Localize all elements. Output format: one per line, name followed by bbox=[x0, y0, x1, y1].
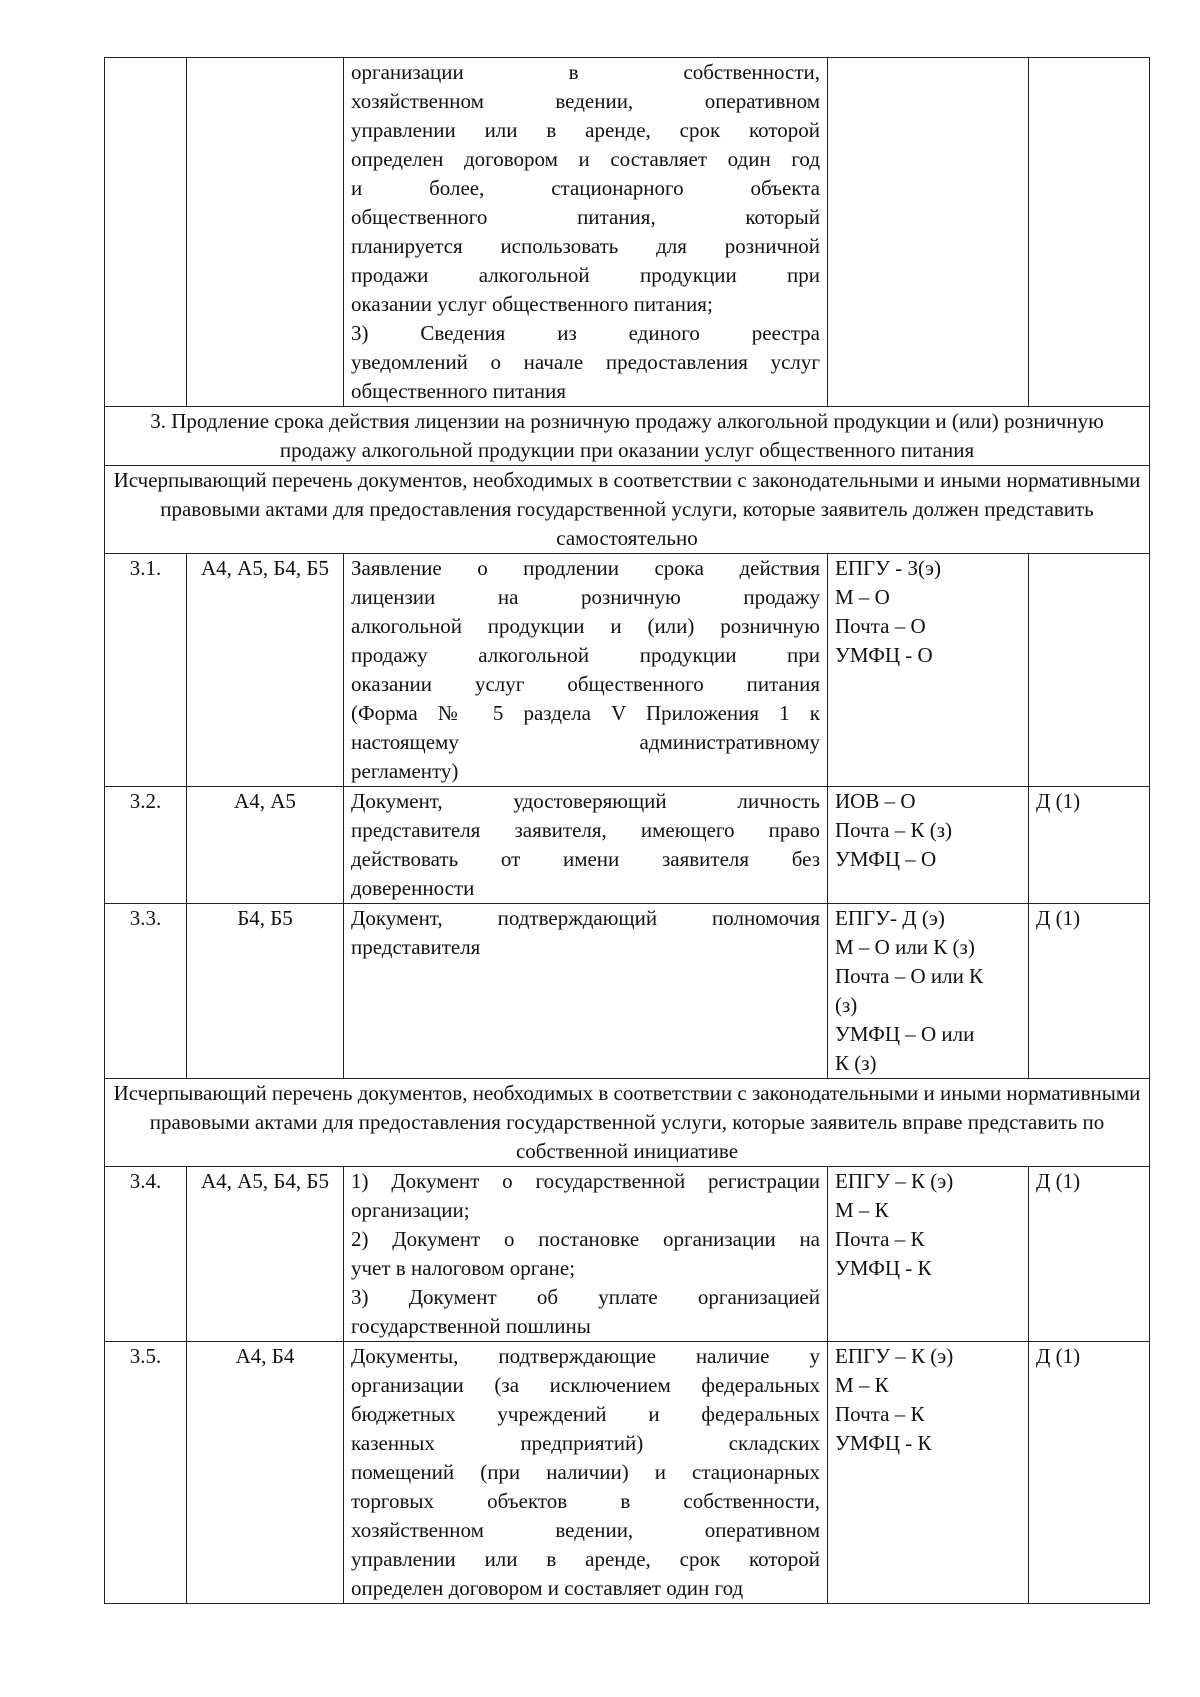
method-line: УМФЦ – О bbox=[835, 847, 937, 871]
table-row bbox=[105, 1167, 1150, 1342]
description-line: общественного питания bbox=[351, 379, 566, 403]
description-line: доверенности bbox=[351, 876, 475, 900]
description-line: и более, стационарного объекта bbox=[351, 176, 820, 200]
row-note bbox=[1029, 58, 1150, 407]
document-page bbox=[104, 57, 1149, 1604]
method-line: К (з) bbox=[835, 1051, 877, 1075]
row-note: Д (1) bbox=[1029, 1167, 1150, 1342]
submission-method bbox=[828, 554, 1029, 787]
submission-method bbox=[828, 904, 1029, 1079]
document-description bbox=[344, 904, 828, 1079]
description-line: управлении или в аренде, срок которой bbox=[351, 1547, 820, 1571]
description-line: казенных предприятий) складских bbox=[351, 1431, 820, 1455]
document-description bbox=[344, 1167, 828, 1342]
description-line: Документ, удостоверяющий личность bbox=[351, 789, 820, 813]
description-line: представителя заявителя, имеющего право bbox=[351, 818, 820, 842]
description-line: настоящему административному bbox=[351, 730, 820, 754]
submission-method bbox=[828, 1342, 1029, 1604]
subheader-mandatory: Исчерпывающий перечень документов, необходимых в соответствии с законодательными и иными нормативными правовыми актами для предоставления государственной услуги, которые заявитель должен представить самостоятельно bbox=[105, 466, 1150, 554]
description-line: организации (за исключением федеральных bbox=[351, 1373, 820, 1397]
description-line: определен договором и составляет один год bbox=[351, 147, 820, 171]
method-line: ЕПГУ – К (э) bbox=[835, 1344, 954, 1368]
method-line: ЕПГУ - З(э) bbox=[835, 556, 942, 580]
row-number: 3.5. bbox=[105, 1342, 187, 1604]
document-description bbox=[344, 1342, 828, 1604]
description-line: алкогольной продукции и (или) розничную bbox=[351, 614, 820, 638]
method-line: УМФЦ - К bbox=[835, 1431, 932, 1455]
description-line: 2) Документ о постановке организации на bbox=[351, 1227, 820, 1251]
row-number: 3.3. bbox=[105, 904, 187, 1079]
method-line: М – К bbox=[835, 1198, 889, 1222]
row-number: 3.1. bbox=[105, 554, 187, 787]
row-number: 3.2. bbox=[105, 787, 187, 904]
submission-method bbox=[828, 58, 1029, 407]
applicant-category: А4, А5 bbox=[187, 787, 344, 904]
description-line: планируется использовать для розничной bbox=[351, 234, 820, 258]
row-note: Д (1) bbox=[1029, 904, 1150, 1079]
method-line: ЕПГУ – К (э) bbox=[835, 1169, 954, 1193]
description-line: торговых объектов в собственности, bbox=[351, 1489, 820, 1513]
description-line: Заявление о продлении срока действия bbox=[351, 556, 820, 580]
table-row bbox=[105, 904, 1150, 1079]
description-line: организации в собственности, bbox=[351, 60, 820, 84]
description-line: лицензии на розничную продажу bbox=[351, 585, 820, 609]
method-line: Почта – К bbox=[835, 1227, 925, 1251]
document-description bbox=[344, 58, 828, 407]
description-line: оказании услуг общественного питания; bbox=[351, 292, 713, 316]
applicant-category: А4, А5, Б4, Б5 bbox=[187, 554, 344, 787]
row-number bbox=[105, 58, 187, 407]
description-line: хозяйственном ведении, оперативном bbox=[351, 89, 820, 113]
subheader-row-optional bbox=[105, 1079, 1150, 1167]
table-row-continuation bbox=[105, 58, 1150, 407]
description-line: хозяйственном ведении, оперативном bbox=[351, 1518, 820, 1542]
description-line: 3) Сведения из единого реестра bbox=[351, 321, 820, 345]
method-line: Почта – О bbox=[835, 614, 926, 638]
method-line: Почта – К bbox=[835, 1402, 925, 1426]
subheader-optional: Исчерпывающий перечень документов, необходимых в соответствии с законодательными и иными нормативными правовыми актами для предоставления государственной услуги, которые заявитель вправе представить по собственной инициативе bbox=[105, 1079, 1150, 1167]
description-line: регламенту) bbox=[351, 759, 459, 783]
table-row bbox=[105, 787, 1150, 904]
row-note: Д (1) bbox=[1029, 1342, 1150, 1604]
description-line: помещений (при наличии) и стационарных bbox=[351, 1460, 820, 1484]
description-line: определен договором и составляет один год bbox=[351, 1576, 744, 1600]
description-line: 1) Документ о государственной регистрации bbox=[351, 1169, 820, 1193]
description-line: Документ, подтверждающий полномочия bbox=[351, 906, 820, 930]
description-line: организации; bbox=[351, 1198, 470, 1222]
applicant-category: Б4, Б5 bbox=[187, 904, 344, 1079]
subheader-row-mandatory bbox=[105, 466, 1150, 554]
applicant-category bbox=[187, 58, 344, 407]
document-description bbox=[344, 554, 828, 787]
description-line: уведомлений о начале предоставления услуг bbox=[351, 350, 820, 374]
method-line: М – О или К (з) bbox=[835, 935, 975, 959]
submission-method bbox=[828, 787, 1029, 904]
description-line: государственной пошлины bbox=[351, 1314, 591, 1338]
row-note bbox=[1029, 554, 1150, 787]
method-line: Почта – К (з) bbox=[835, 818, 952, 842]
description-line: представителя bbox=[351, 935, 481, 959]
table-row bbox=[105, 554, 1150, 787]
description-line: продажи алкогольной продукции при bbox=[351, 263, 820, 287]
section-title: 3. Продление срока действия лицензии на розничную продажу алкогольной продукции и (или) розничную продажу алкогольной продукции при оказании услуг общественного питания bbox=[105, 407, 1150, 466]
method-line: УМФЦ - К bbox=[835, 1256, 932, 1280]
description-line: бюджетных учреждений и федеральных bbox=[351, 1402, 820, 1426]
table-row bbox=[105, 1342, 1150, 1604]
document-description bbox=[344, 787, 828, 904]
submission-method bbox=[828, 1167, 1029, 1342]
description-line: (Форма № 5 раздела V Приложения 1 к bbox=[351, 701, 820, 725]
description-line: 3) Документ об уплате организацией bbox=[351, 1285, 820, 1309]
method-line: УМФЦ – О или bbox=[835, 1022, 975, 1046]
requirements-table bbox=[104, 57, 1150, 1604]
method-line: (з) bbox=[835, 993, 858, 1017]
description-line: учет в налоговом органе; bbox=[351, 1256, 576, 1280]
method-line: ЕПГУ- Д (э) bbox=[835, 906, 945, 930]
method-line: М – К bbox=[835, 1373, 889, 1397]
method-line: Почта – О или К bbox=[835, 964, 984, 988]
applicant-category: А4, Б4 bbox=[187, 1342, 344, 1604]
applicant-category: А4, А5, Б4, Б5 bbox=[187, 1167, 344, 1342]
description-line: оказании услуг общественного питания bbox=[351, 672, 820, 696]
row-note: Д (1) bbox=[1029, 787, 1150, 904]
description-line: Документы, подтверждающие наличие у bbox=[351, 1344, 820, 1368]
description-line: продажу алкогольной продукции при bbox=[351, 643, 820, 667]
method-line: УМФЦ - О bbox=[835, 643, 933, 667]
description-line: общественного питания, который bbox=[351, 205, 820, 229]
method-line: ИОВ – О bbox=[835, 789, 916, 813]
method-line: М – О bbox=[835, 585, 890, 609]
description-line: управлении или в аренде, срок которой bbox=[351, 118, 820, 142]
description-line: действовать от имени заявителя без bbox=[351, 847, 820, 871]
row-number: 3.4. bbox=[105, 1167, 187, 1342]
section-title-row bbox=[105, 407, 1150, 466]
